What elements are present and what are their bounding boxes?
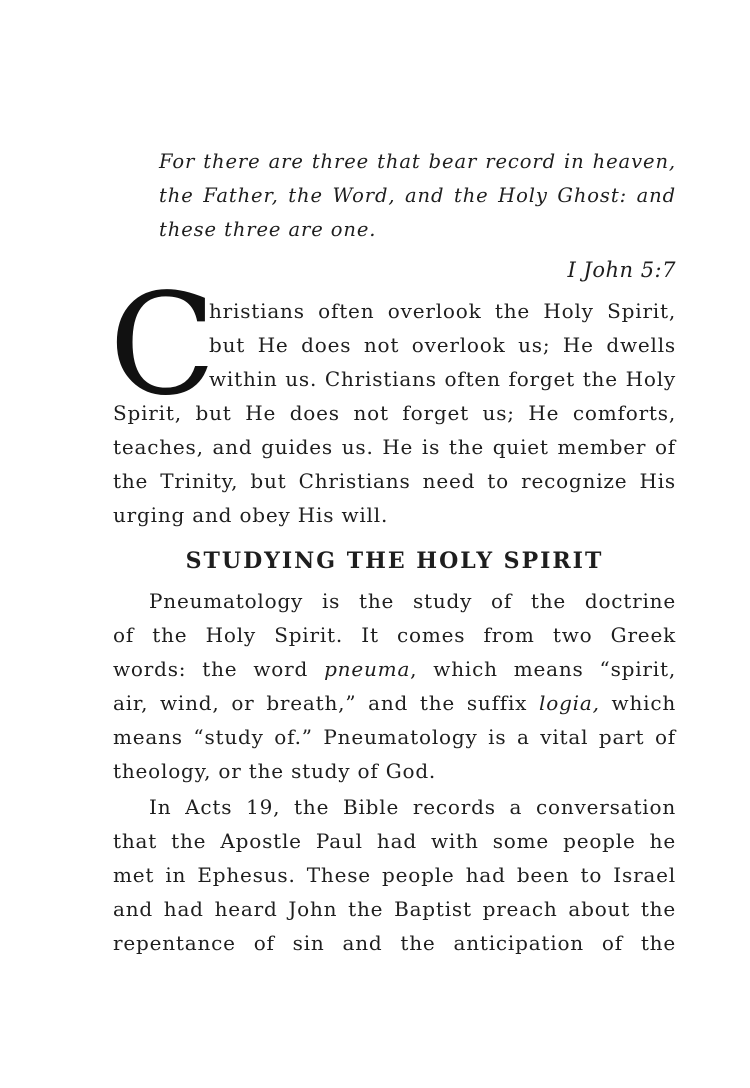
text-line: means “study of.” Pneumatology is a vital part of <box>113 725 676 749</box>
text-line: teaches, and guides us. He is the quiet member of <box>113 435 676 459</box>
epigraph-citation: I John 5:7 <box>567 258 676 282</box>
section-heading: STUDYING THE HOLY SPIRIT <box>185 548 604 574</box>
text-line: that the Apostle Paul had with some people he <box>113 829 676 853</box>
epigraph-line: the Father, the Word, and the Holy Ghost: and <box>159 184 676 207</box>
drop-cap: C <box>109 264 217 427</box>
epigraph-line: these three are one. <box>159 218 377 241</box>
epigraph-line: For there are three that bear record in heaven, <box>159 150 676 173</box>
book-page <box>109 0 677 1088</box>
text-line: met in Ephesus. These people had been to Israel <box>113 863 676 887</box>
text-line: In Acts 19, the Bible records a conversation <box>149 795 676 819</box>
text-segment: , which means “spirit, <box>410 657 676 681</box>
text-segment: words: the word <box>113 657 325 681</box>
text-line: urging and obey His will. <box>113 503 389 527</box>
text-line: the Trinity, but Christians need to recognize His <box>113 469 676 493</box>
text-line: of the Holy Spirit. It comes from two Greek <box>113 623 676 647</box>
text-line: but He does not overlook us; He dwells <box>209 333 676 357</box>
text-line: within us. Christians often forget the Holy <box>209 367 676 391</box>
text-line: Pneumatology is the study of the doctrine <box>149 589 676 613</box>
text-segment: which <box>599 691 677 715</box>
text-line: Spirit, but He does not forget us; He comforts, <box>113 401 676 425</box>
text-segment: air, wind, or breath,” and the suffix <box>113 691 540 715</box>
text-line: repentance of sin and the anticipation of the <box>113 931 676 955</box>
epigraph-quote <box>159 145 676 247</box>
italic-term: pneuma <box>324 657 411 681</box>
text-line: theology, or the study of God. <box>113 759 437 783</box>
italic-term: logia, <box>539 691 600 715</box>
text-line: hristians often overlook the Holy Spirit, <box>209 299 676 323</box>
text-line: and had heard John the Baptist preach about the <box>113 897 676 921</box>
text-line <box>113 652 676 686</box>
text-line <box>113 686 676 720</box>
